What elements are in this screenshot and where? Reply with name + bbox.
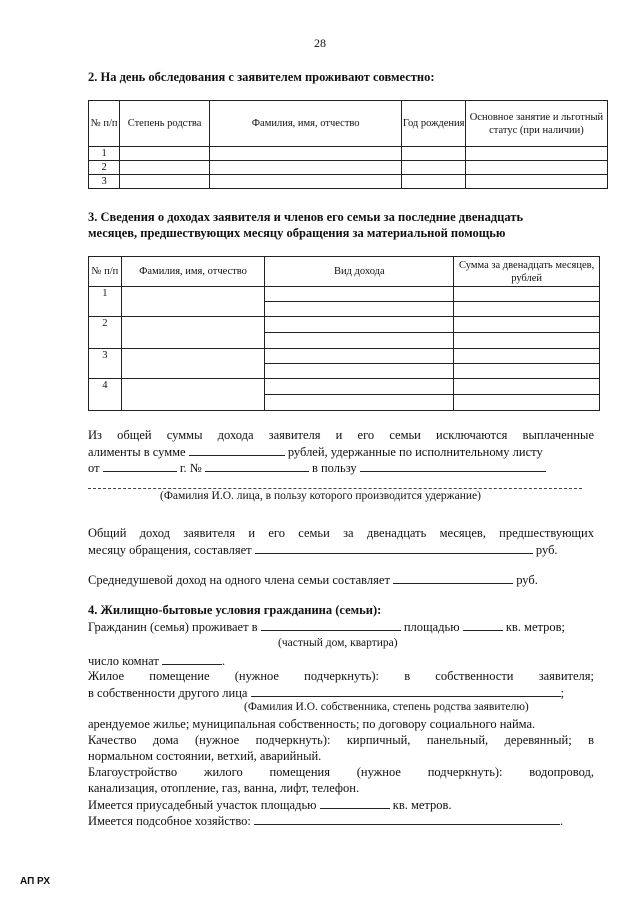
plot-line: [88, 797, 452, 813]
row-number: 1: [89, 147, 120, 161]
beneficiary-field[interactable]: [360, 460, 546, 472]
total-income-line2: [88, 542, 558, 558]
rooms-label: число комнат: [88, 654, 159, 668]
quality-line2: нормальном состоянии, ветхий, аварийный.: [88, 749, 322, 763]
writ-number-label: г. №: [179, 461, 202, 475]
writ-date-label: от: [88, 461, 100, 475]
rooms-line: число комнат .: [88, 654, 226, 668]
col-header: Год рождения: [402, 101, 465, 147]
section3-heading-line2: месяцев, предшествующих месяцу обращения за материальной помощью: [88, 226, 506, 240]
rooms-field[interactable]: [162, 653, 222, 665]
col-header: Степень родства: [120, 101, 210, 147]
amenities-line1: Благоустройство жилого помещения (нужное подчеркнуть): водопровод,: [88, 765, 594, 779]
household-table: [88, 100, 608, 189]
farm-label: Имеется подсобное хозяйство:: [88, 814, 251, 828]
alimony-line1: Из общей суммы дохода заявителя и его семьи исключаются выплаченные: [88, 428, 594, 442]
farm-line: Имеется подсобное хозяйство: .: [88, 814, 564, 828]
page-number: 28: [314, 36, 326, 50]
row-number: 1: [89, 287, 122, 317]
amenities-line2: канализация, отопление, газ, ванна, лифт, телефон.: [88, 781, 360, 795]
alimony-amount-label: алименты в сумме: [88, 445, 186, 459]
per-capita-line: [88, 572, 538, 588]
col-header: Основное занятие и льготный статус (при наличии): [465, 101, 607, 147]
per-capita-unit: руб.: [516, 573, 538, 587]
area-field[interactable]: [463, 619, 503, 631]
ownership-line2: в собственности другого лица ;: [88, 686, 565, 700]
residence-type-field[interactable]: [261, 619, 401, 631]
farm-field[interactable]: [254, 813, 560, 825]
alimony-line3: [88, 460, 546, 476]
footer-mark: АП РХ: [20, 876, 51, 887]
section3-heading-line1: 3. Сведения о доходах заявителя и членов его семьи за последние двенадцать: [88, 210, 524, 224]
alimony-amount-unit: рублей, удержанные по исполнительному листу: [287, 445, 543, 459]
alimony-amount-field[interactable]: [189, 444, 285, 456]
per-capita-field[interactable]: [393, 572, 513, 584]
col-header: Фамилия, имя, отчество: [209, 101, 401, 147]
writ-number-field[interactable]: [205, 460, 309, 472]
beneficiary-label: в пользу: [311, 461, 357, 475]
row-number: 2: [89, 161, 120, 175]
rent-line: арендуемое жилье; муниципальная собственность; по договору социального найма.: [88, 717, 536, 731]
per-capita-label: Среднедушевой доход на одного члена семьи составляет: [88, 573, 390, 587]
col-header: № п/п: [89, 101, 120, 147]
section2-heading: 2. На день обследования с заявителем проживают совместно:: [88, 70, 435, 84]
row-number: 3: [89, 175, 120, 189]
col-header: Вид дохода: [265, 257, 454, 287]
residence-line: [88, 619, 565, 635]
row-number: 4: [89, 379, 122, 411]
other-owner-label: в собственности другого лица: [88, 686, 248, 700]
row-number: 2: [89, 317, 122, 349]
plot-area-field[interactable]: [320, 797, 390, 809]
total-income-label: месяцу обращения, составляет: [88, 543, 252, 557]
owner-caption: (Фамилия И.О. собственника, степень родства заявителю): [244, 701, 529, 713]
income-table: [88, 256, 600, 411]
col-header: Фамилия, имя, отчество: [121, 257, 265, 287]
writ-date-field[interactable]: [103, 460, 177, 472]
section4-heading: 4. Жилищно-бытовые условия гражданина (семьи):: [88, 603, 382, 617]
col-header: Сумма за двенадцать месяцев, рублей: [454, 257, 600, 287]
total-income-field[interactable]: [255, 542, 533, 554]
other-owner-field[interactable]: [251, 685, 561, 697]
total-income-line1: Общий доход заявителя и его семьи за двенадцать месяцев, предшествующих: [88, 526, 594, 540]
area-unit: кв. метров;: [505, 620, 565, 634]
area-label: площадью: [403, 620, 460, 634]
residence-caption: (частный дом, квартира): [278, 637, 398, 649]
residence-label: Гражданин (семья) проживает в: [88, 620, 258, 634]
col-header: № п/п: [89, 257, 122, 287]
plot-unit: кв. метров.: [392, 798, 452, 812]
plot-label: Имеется приусадебный участок площадью: [88, 798, 317, 812]
ownership-line1: Жилое помещение (нужное подчеркнуть): в собственности заявителя;: [88, 669, 594, 683]
row-number: 3: [89, 349, 122, 379]
beneficiary-name-line[interactable]: [88, 488, 582, 489]
beneficiary-caption: (Фамилия И.О. лица, в пользу которого производится удержание): [160, 490, 481, 502]
total-income-unit: руб.: [535, 543, 558, 557]
alimony-line2: [88, 444, 543, 460]
quality-line1: Качество дома (нужное подчеркнуть): кирпичный, панельный, деревянный; в: [88, 733, 594, 747]
